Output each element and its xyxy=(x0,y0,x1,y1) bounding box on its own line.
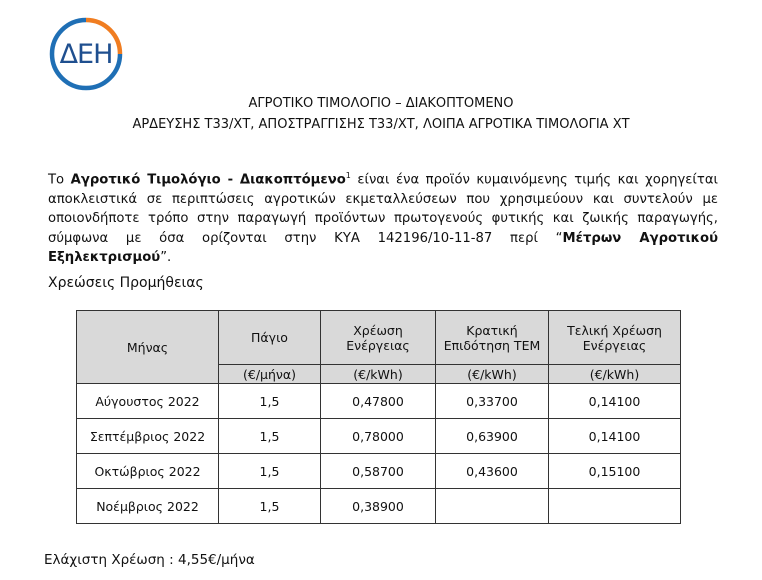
table-header-row xyxy=(77,311,681,365)
cell-subsidy: 0,43600 xyxy=(436,454,549,489)
cell-month: Νοέμβριος 2022 xyxy=(77,489,219,524)
cell-energy: 0,78000 xyxy=(321,419,436,454)
unit-cell: (€/kWh) xyxy=(321,365,436,384)
header-fixed: Πάγιο xyxy=(219,311,321,365)
cell-fixed: 1,5 xyxy=(219,384,321,419)
minimum-charge: Ελάχιστη Χρέωση : 4,55€/μήνα xyxy=(44,552,255,568)
cell-subsidy: 0,63900 xyxy=(436,419,549,454)
table-row xyxy=(77,454,681,489)
header-energy: Χρέωση Ενέργειας xyxy=(321,311,436,365)
header-subsidy: Κρατική Επιδότηση ΤΕΜ xyxy=(436,311,549,365)
section-title: Χρεώσεις Προμήθειας xyxy=(48,275,204,291)
logo-text: ΔΕΗ xyxy=(59,38,113,70)
unit-cell: (€/kWh) xyxy=(436,365,549,384)
title-line-1: ΑΓΡΟΤΙΚΟ ΤΙΜΟΛΟΓΙΟ – ΔΙΑΚΟΠΤΟΜΕΝΟ xyxy=(248,96,514,111)
table-row xyxy=(77,489,681,524)
cell-final xyxy=(549,489,681,524)
header-final: Τελική Χρέωση Ενέργειας xyxy=(549,311,681,365)
cell-subsidy: 0,33700 xyxy=(436,384,549,419)
table-row xyxy=(77,419,681,454)
intro-paragraph: Το Αγροτικό Τιμολόγιο - Διακοπτόμενο$^1$ είναι ένα προϊόν κυμαινόμενης τιμής και χορηγείται αποκλειστικά σε περιπτώσεις αγροτικών εκμεταλλεύσεων που χρησιμεύουν και συντελούν με οποιονδήποτε τρόπο στην παραγωγή προϊόντων πρωτογενούς φυτικής και ζωικής παραγωγής, σύμφωνα με όσα ορίζονται στην ΚΥΑ 142196/10-11-87 περί “Μέτρων Αγροτικού Εξηλεκτρισμού”. xyxy=(48,171,718,266)
header-month: Μήνας xyxy=(77,311,219,384)
table-row xyxy=(77,384,681,419)
cell-final: 0,14100 xyxy=(549,419,681,454)
cell-fixed: 1,5 xyxy=(219,489,321,524)
cell-subsidy xyxy=(436,489,549,524)
cell-final: 0,14100 xyxy=(549,384,681,419)
cell-energy: 0,58700 xyxy=(321,454,436,489)
cell-fixed: 1,5 xyxy=(219,419,321,454)
cell-month: Αύγουστος 2022 xyxy=(77,384,219,419)
unit-cell: (€/μήνα) xyxy=(219,365,321,384)
cell-fixed: 1,5 xyxy=(219,454,321,489)
cell-energy: 0,47800 xyxy=(321,384,436,419)
cell-energy: 0,38900 xyxy=(321,489,436,524)
title-line-2: ΑΡΔΕΥΣΗΣ Τ33/ΧΤ, ΑΠΟΣΤΡΑΓΓΙΣΗΣ Τ33/ΧΤ, ΛΟΙΠΑ ΑΓΡΟΤΙΚΑ ΤΙΜΟΛΟΓΙΑ ΧΤ xyxy=(132,117,630,132)
cell-final: 0,15100 xyxy=(549,454,681,489)
cell-month: Σεπτέμβριος 2022 xyxy=(77,419,219,454)
cell-month: Οκτώβριος 2022 xyxy=(77,454,219,489)
unit-cell: (€/kWh) xyxy=(549,365,681,384)
pricing-table xyxy=(76,310,681,524)
